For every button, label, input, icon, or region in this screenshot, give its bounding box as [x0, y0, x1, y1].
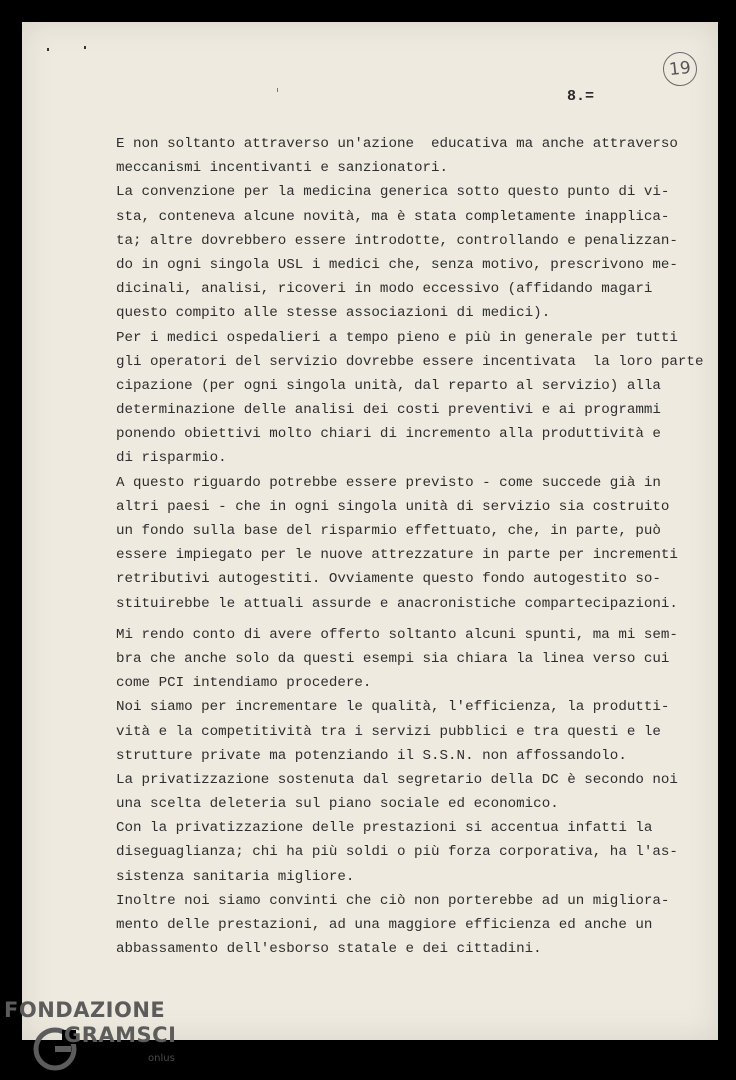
watermark-line-2: GRAMSCI [64, 1023, 177, 1047]
text-line: una scelta deleteria sul piano sociale ed economico. [116, 796, 559, 813]
text-line: La privatizzazione sostenuta dal segretario della DC è secondo noi [116, 771, 678, 788]
watermark-line-3: onlus [148, 1053, 175, 1064]
text-line: La convenzione per la medicina generica sotto questo punto di vi- [116, 184, 670, 201]
text-line: diseguaglianza; chi ha più soldi o più forza corporativa, ha l'as- [116, 844, 678, 861]
text-line: vità e la competitività tra i servizi pubblici e tra questi e le [116, 723, 661, 740]
text-line: retributivi autogestiti. Ovviamente questo fondo autogestito so- [116, 571, 661, 588]
text-line: un fondo sulla base del risparmio effettuato, che, in parte, può [116, 523, 661, 539]
text-line: cipazione (per ogni singola unità, dal reparto al servizio) alla [116, 377, 661, 394]
page-number: 8.= [567, 88, 595, 105]
text-line: meccanismi incentivanti e sanzionatori. [116, 160, 449, 177]
text-line: abbassamento dell'esborso statale e dei cittadini. [116, 941, 542, 958]
paper-speck [47, 48, 49, 51]
text-line: Noi siamo per incrementare le qualità, l'efficienza, la produtti- [116, 699, 670, 716]
body-text [116, 132, 704, 961]
text-line: ta; altre dovrebbero essere introdotte, controllando e penalizzan- [116, 232, 678, 249]
text-line: stituirebbe le attuali assurde e anacronistiche compartecipazioni. [116, 595, 678, 612]
text-line: bra che anche solo da questi esempi sia chiara la linea verso cui [116, 650, 670, 667]
text-line: di risparmio. [116, 450, 227, 467]
text-line: Inoltre noi siamo convinti che ciò non porterebbe ad un migliora- [116, 892, 670, 909]
fondazione-gramsci-watermark [4, 998, 194, 1078]
watermark-line-1: FONDAZIONE [4, 998, 166, 1022]
text-line: determinazione delle analisi dei costi preventivi e ai programmi [116, 402, 661, 419]
archive-page-number: 19 [661, 50, 698, 87]
text-line: A questo riguardo potrebbe essere previsto - come succede già in [116, 474, 661, 491]
typewritten-page [22, 22, 718, 1040]
text-line: strutture private ma potenziando il S.S.N. non affossandolo. [116, 747, 627, 764]
text-line: questo compito alle stesse associazioni di medici). [116, 305, 551, 322]
text-line: do in ogni singola USL i medici che, senza motivo, prescrivono me- [116, 256, 678, 273]
text-line: E non soltanto attraverso un'azione educativa ma anche attraverso [116, 136, 678, 152]
text-line: sta, conteneva alcune novità, ma è stata completamente inapplica- [116, 208, 670, 225]
text-line: mento delle prestazioni, ad una maggiore efficienza ed anche un [116, 917, 653, 933]
text-line: come PCI intendiamo procedere. [116, 675, 372, 692]
text-line: altri paesi - che in ogni singola unità di servizio sia costruito [116, 498, 670, 515]
text-line: Per i medici ospedalieri a tempo pieno e più in generale per tutti [116, 329, 678, 346]
text-line: essere impiegato per le nuove attrezzature in parte per incrementi [116, 547, 678, 564]
paragraph-gap [116, 616, 696, 623]
paper-speck [277, 88, 278, 92]
text-line: gli operatori del servizio dovrebbe essere incentivata la loro parte [116, 353, 704, 370]
text-line: sistenza sanitaria migliore. [116, 868, 355, 885]
paper-speck [84, 46, 86, 49]
text-line: Mi rendo conto di avere offerto soltanto alcuni spunti, ma mi sem- [116, 626, 678, 643]
text-line: Con la privatizzazione delle prestazioni si accentua infatti la [116, 820, 653, 837]
text-line: ponendo obiettivi molto chiari di incremento alla produttività e [116, 426, 661, 443]
text-line: dicinali, analisi, ricoveri in modo eccessivo (affidando magari [116, 281, 653, 298]
